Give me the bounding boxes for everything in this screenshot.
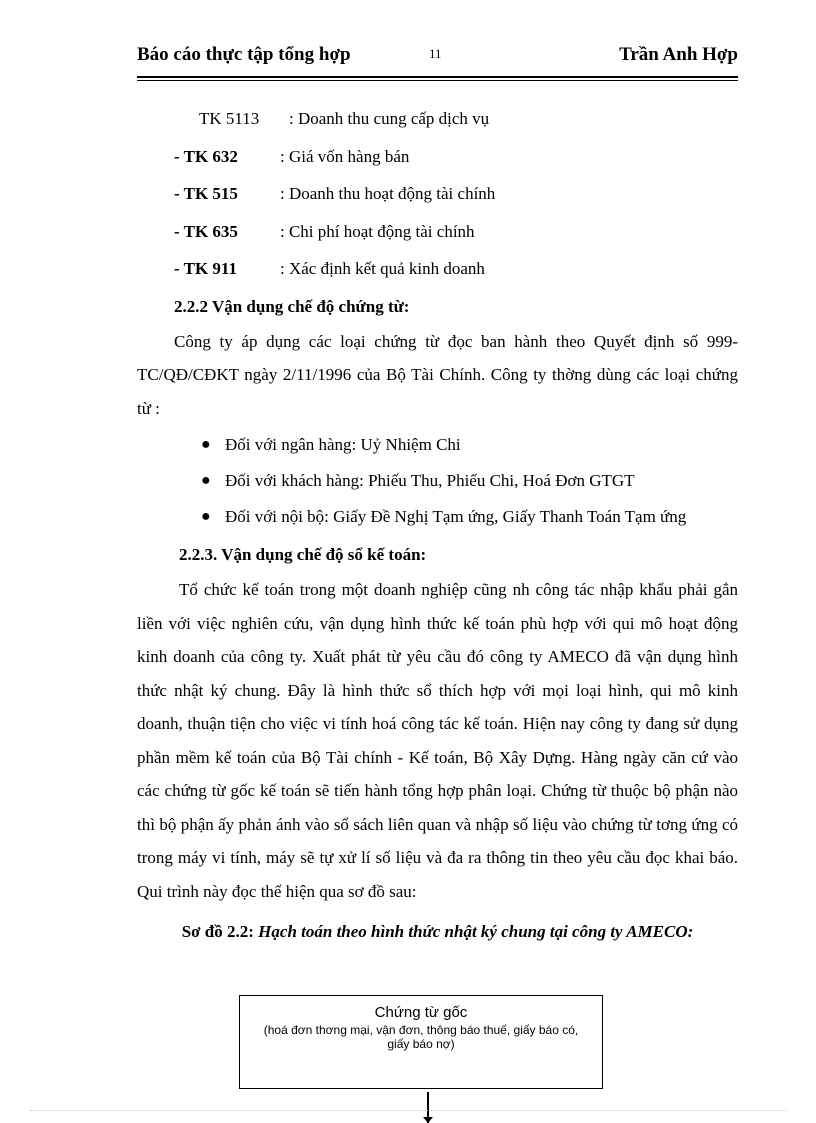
account-row: [137, 250, 738, 288]
account-row: [137, 138, 738, 176]
account-code: - TK 515: [174, 184, 238, 203]
page-body: [137, 100, 738, 942]
account-description: : Giá vốn hàng bán: [280, 146, 410, 166]
section-heading-2-2-3: 2.2.3. Vận dụng chế độ sổ kế toán:: [179, 545, 427, 564]
bullet-icon: ●: [201, 508, 211, 525]
diagram-caption: [137, 922, 738, 942]
account-description: : Doanh thu hoạt động tài chính: [280, 184, 496, 203]
footer-dotted-rule: [30, 1110, 786, 1111]
box-title: Chứng từ gốc: [374, 1004, 468, 1021]
header-author: Trần Anh Hợp: [619, 44, 738, 65]
account-code: TK 5113: [199, 109, 260, 128]
arrow-down-icon: [423, 1117, 433, 1123]
account-row: [137, 100, 738, 138]
header-report-title: Báo cáo thực tập tổng hợp: [137, 44, 351, 65]
page-header: [137, 42, 738, 72]
diagram-label: Sơ đồ 2.2:: [181, 922, 254, 941]
account-row: [137, 213, 738, 251]
list-item: ● Đối với nội bộ: Giấy Đề Nghị Tạm ứng, Giấy Thanh Toán Tạm ứng: [137, 500, 738, 534]
account-description: : Xác định kết quả kinh doanh: [280, 259, 485, 278]
bullet-icon: ●: [201, 436, 211, 453]
header-rule-thick: [137, 76, 738, 78]
account-description: : Chi phí hoạt động tài chính: [280, 221, 475, 241]
section-2-2-2-paragraph: Công ty áp dụng các loại chứng từ đọc ban hành theo Quyết định số 999- TC/QĐ/CĐKT ngày 2/11/1996 của Bộ Tài Chính. Công ty thờng dùng các loại chứng từ :: [137, 331, 738, 418]
document-type-list: [137, 428, 738, 534]
list-item: ● Đối với khách hàng: Phiếu Thu, Phiếu Chi, Hoá Đơn GTGT: [137, 464, 738, 498]
list-item: ● Đối với ngân hàng: Uỷ Nhiệm Chi: [137, 428, 738, 462]
account-description: : Doanh thu cung cấp dịch vụ: [289, 109, 490, 128]
diagram-title: Hạch toán theo hình thức nhật ký chung tại công ty AMECO:: [258, 922, 694, 941]
account-code: - TK 911: [174, 259, 237, 278]
page-number: 11: [429, 46, 442, 61]
section-heading-2-2-2: 2.2.2 Vận dụng chế độ chứng từ:: [174, 296, 410, 316]
account-code: - TK 635: [174, 221, 238, 241]
account-code: - TK 632: [174, 146, 238, 166]
header-rule-thin: [137, 80, 738, 81]
section-2-2-3-paragraph: Tổ chức kế toán trong một doanh nghiệp cũng nh công tác nhập khẩu phải gắn liền với việc nghiên cứu, vận dụng hình thức kế toán phù hợp với qui mô hoạt động kinh doanh của công ty. Xuất phát từ yêu cầu đó công ty AMECO đã vận dụng hình thức nhật ký chung. Đây là hình thức sổ thích hợp với mọi loại hình, qui mô kinh doanh, thuận tiện cho việc vi tính hoá công tác kế toán. Hiện nay công ty đang sử dụng phần mềm kế toán của Bộ Tài chính - Kế toán, Bộ Xây Dựng. Hàng ngày căn cứ vào các chứng từ gốc kế toán sẽ tiến hành tổng hợp phân loại. Chứng từ thuộc bộ phận nào thì bộ phận ấy phản ánh vào sổ sách liên quan và nhập số liệu vào chứng từ tơng ứng có trong máy vi tính, máy sẽ tự xử lí số liệu và đa ra thông tin theo yêu cầu đọc khai báo. Qui trình này đọc thể hiện qua sơ đồ sau:: [137, 580, 738, 901]
box-subtitle: (hoá đơn thơng mại, vận đơn, thông báo thuế, giấy báo có, giấy báo nợ): [263, 1023, 579, 1051]
account-row: [137, 175, 738, 213]
source-documents-box: [239, 995, 603, 1089]
bullet-icon: ●: [201, 472, 211, 489]
